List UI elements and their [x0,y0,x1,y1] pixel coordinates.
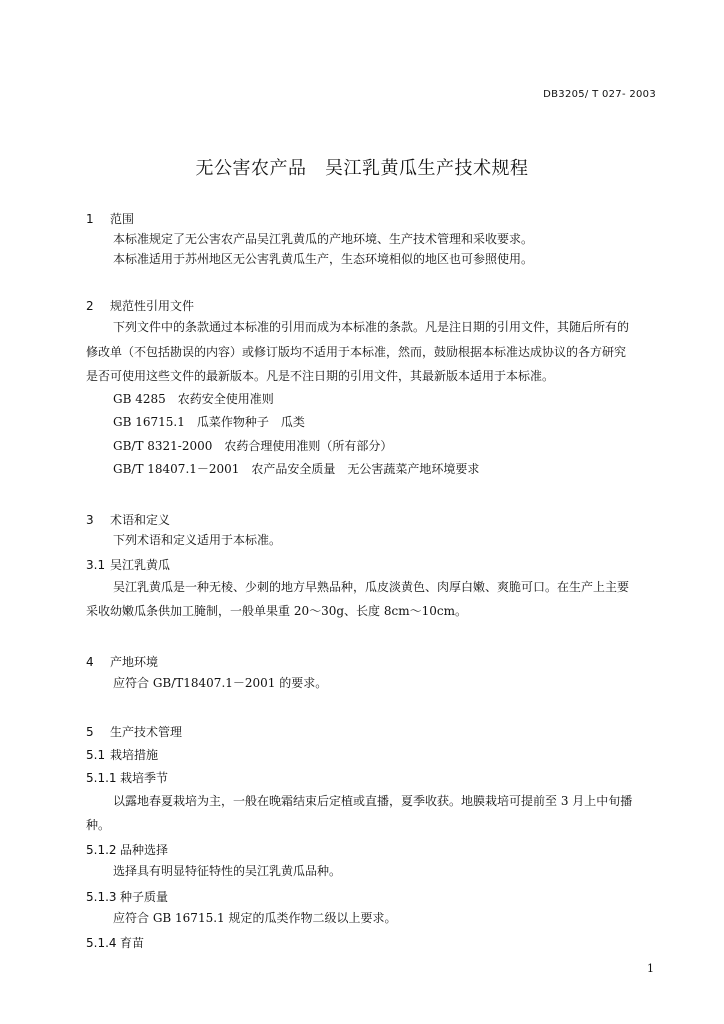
section-title: 产地环境 [110,655,159,669]
section-number: 5.1.2 [86,843,117,857]
section-number: 5.1.4 [86,936,117,950]
section-title: 品种选择 [120,843,169,857]
section-number: 3.1 [86,558,106,572]
section-4-heading [86,653,158,670]
subsection-5-1-4-heading [86,934,144,951]
section-title: 范围 [110,212,135,226]
section-title: 术语和定义 [110,513,171,527]
section-number: 5.1.1 [86,771,117,785]
paragraph-line: 吴江乳黄瓜是一种无棱、少刺的地方早熟品种，瓜皮淡黄色、肉厚白嫩、爽脆可口。在生产上主要 [113,580,630,594]
section-title: 育苗 [120,936,145,950]
paragraph-line: 以露地春夏栽培为主，一般在晚霜结束后定植或直播，夏季收获。地膜栽培可提前至 3 月上中旬播 [113,794,633,808]
section-2-heading [86,297,194,314]
section-title: 种子质量 [120,890,169,904]
reference-item: GB 16715.1 瓜菜作物种子 瓜类 [113,415,305,429]
paragraph: 应符合 GB/T18407.1－2001 的要求。 [113,676,328,690]
paragraph-line: 是否可使用这些文件的最新版本。凡是不注日期的引用文件，其最新版本适用于本标准。 [86,369,555,383]
section-title: 生产技术管理 [110,725,183,739]
paragraph-line: 下列文件中的条款通过本标准的引用而成为本标准的条款。凡是注日期的引用文件，其随后所有的 [113,320,630,334]
subsection-5-1-1-heading [86,769,168,786]
subsection-5-1-heading [86,746,158,763]
section-number: 5.1 [86,748,106,762]
standard-code: DB3205/ T 027- 2003 [543,89,656,100]
reference-item: GB 4285 农药安全使用准则 [113,392,274,406]
section-number: 1 [86,212,94,226]
section-1-heading [86,210,134,227]
section-number: 5 [86,725,94,739]
section-number: 3 [86,513,94,527]
section-title: 栽培措施 [110,748,159,762]
reference-item: GB/T 8321-2000 农药合理使用准则（所有部分） [113,439,393,453]
section-5-heading [86,723,182,740]
paragraph-line: 采收幼嫩瓜条供加工腌制，一般单果重 20～30g、长度 8cm～10cm。 [86,604,467,618]
subsection-5-1-2-heading [86,841,168,858]
section-3-heading [86,511,170,528]
page-number: 1 [647,962,654,975]
paragraph: 应符合 GB 16715.1 规定的瓜类作物二级以上要求。 [113,911,397,925]
paragraph-line: 修改单（不包括勘误的内容）或修订版均不适用于本标准，然而，鼓励根据本标准达成协议的各方研究 [86,345,627,359]
paragraph-line: 种。 [86,818,111,832]
paragraph: 本标准规定了无公害农产品吴江乳黄瓜的产地环境、生产技术管理和采收要求。 [113,232,534,246]
paragraph: 下列术语和定义适用于本标准。 [113,533,282,547]
section-title: 栽培季节 [120,771,169,785]
reference-item: GB/T 18407.1－2001 农产品安全质量 无公害蔬菜产地环境要求 [113,462,480,476]
section-number: 2 [86,299,94,313]
section-title: 吴江乳黄瓜 [110,558,171,572]
subsection-5-1-3-heading [86,888,168,905]
section-number: 5.1.3 [86,890,117,904]
subsection-3-1-heading [86,556,170,573]
paragraph: 选择具有明显特征特性的吴江乳黄瓜品种。 [113,864,342,878]
document-title: 无公害农产品 吴江乳黄瓜生产技术规程 [195,158,529,179]
section-number: 4 [86,655,94,669]
paragraph: 本标准适用于苏州地区无公害乳黄瓜生产，生态环境相似的地区也可参照使用。 [113,252,534,266]
section-title: 规范性引用文件 [110,299,195,313]
